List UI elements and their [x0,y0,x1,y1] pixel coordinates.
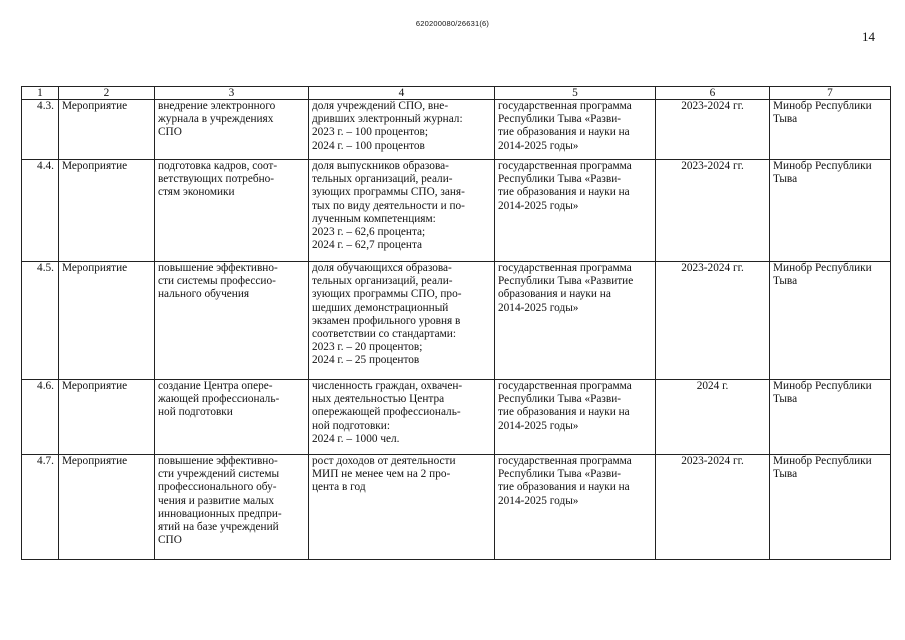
state-program: государственная программа Республики Тыва «Разви- тие образования и науки на 2014-2025 годы» [495,455,656,560]
row-number: 4.3. [22,100,59,160]
measures-table [21,86,891,560]
row-type: Мероприятие [59,160,155,262]
column-number: 5 [495,87,656,100]
indicator: рост доходов от деятельности МИП не менее чем на 2 про- цента в год [309,455,495,560]
state-program: государственная программа Республики Тыва «Развитие образования и науки на 2014-2025 годы» [495,262,656,380]
period: 2023-2024 гг. [656,455,770,560]
period: 2023-2024 гг. [656,160,770,262]
indicator: доля выпускников образова- тельных организаций, реали- зующих программы СПО, заня- тых по виду деятельности и по- лученным компетенциям: 2023 г. – 62,6 процента; 2024 г. – 62,7 процента [309,160,495,262]
period: 2023-2024 гг. [656,262,770,380]
indicator: доля учреждений СПО, вне- дривших электронный журнал: 2023 г. – 100 процентов; 2024 г. – 100 процентов [309,100,495,160]
table-row [22,262,891,380]
document-code: 620200080/26631(6) [415,19,490,28]
table-row [22,100,891,160]
indicator: численность граждан, охвачен- ных деятельностью Центра опережающей профессиональ- ной подготовки: 2024 г. – 1000 чел. [309,380,495,455]
table-row [22,160,891,262]
measure-name: повышение эффективно- сти учреждений системы профессионального обу- чения и развитие малых инновационных предпри- ятий на базе учреждений СПО [155,455,309,560]
column-number: 7 [770,87,891,100]
table-row [22,455,891,560]
row-number: 4.7. [22,455,59,560]
row-number: 4.6. [22,380,59,455]
period: 2024 г. [656,380,770,455]
responsible: Минобр Республики Тыва [770,262,891,380]
row-type: Мероприятие [59,455,155,560]
responsible: Минобр Республики Тыва [770,100,891,160]
row-number: 4.5. [22,262,59,380]
measure-name: создание Центра опере- жающей профессиональ- ной подготовки [155,380,309,455]
state-program: государственная программа Республики Тыва «Разви- тие образования и науки на 2014-2025 годы» [495,160,656,262]
indicator: доля обучающихся образова- тельных организаций, реали- зующих программы СПО, про- шедших демонстрационный экзамен профильного уровня в соответствии со стандартами: 2023 г. – 20 процентов; 2024 г. – 25 процентов [309,262,495,380]
responsible: Минобр Республики Тыва [770,160,891,262]
measure-name: внедрение электронного журнала в учреждениях СПО [155,100,309,160]
responsible: Минобр Республики Тыва [770,455,891,560]
table-row [22,380,891,455]
column-number-row [22,87,891,100]
measure-name: повышение эффективно- сти системы профессио- нального обучения [155,262,309,380]
period: 2023-2024 гг. [656,100,770,160]
row-type: Мероприятие [59,262,155,380]
column-number: 1 [22,87,59,100]
row-type: Мероприятие [59,100,155,160]
row-type: Мероприятие [59,380,155,455]
column-number: 6 [656,87,770,100]
column-number: 4 [309,87,495,100]
row-number: 4.4. [22,160,59,262]
column-number: 2 [59,87,155,100]
state-program: государственная программа Республики Тыва «Разви- тие образования и науки на 2014-2025 годы» [495,100,656,160]
measure-name: подготовка кадров, соот- ветствующих потребно- стям экономики [155,160,309,262]
column-number: 3 [155,87,309,100]
state-program: государственная программа Республики Тыва «Разви- тие образования и науки на 2014-2025 годы» [495,380,656,455]
responsible: Минобр Республики Тыва [770,380,891,455]
page-number: 14 [862,29,875,44]
